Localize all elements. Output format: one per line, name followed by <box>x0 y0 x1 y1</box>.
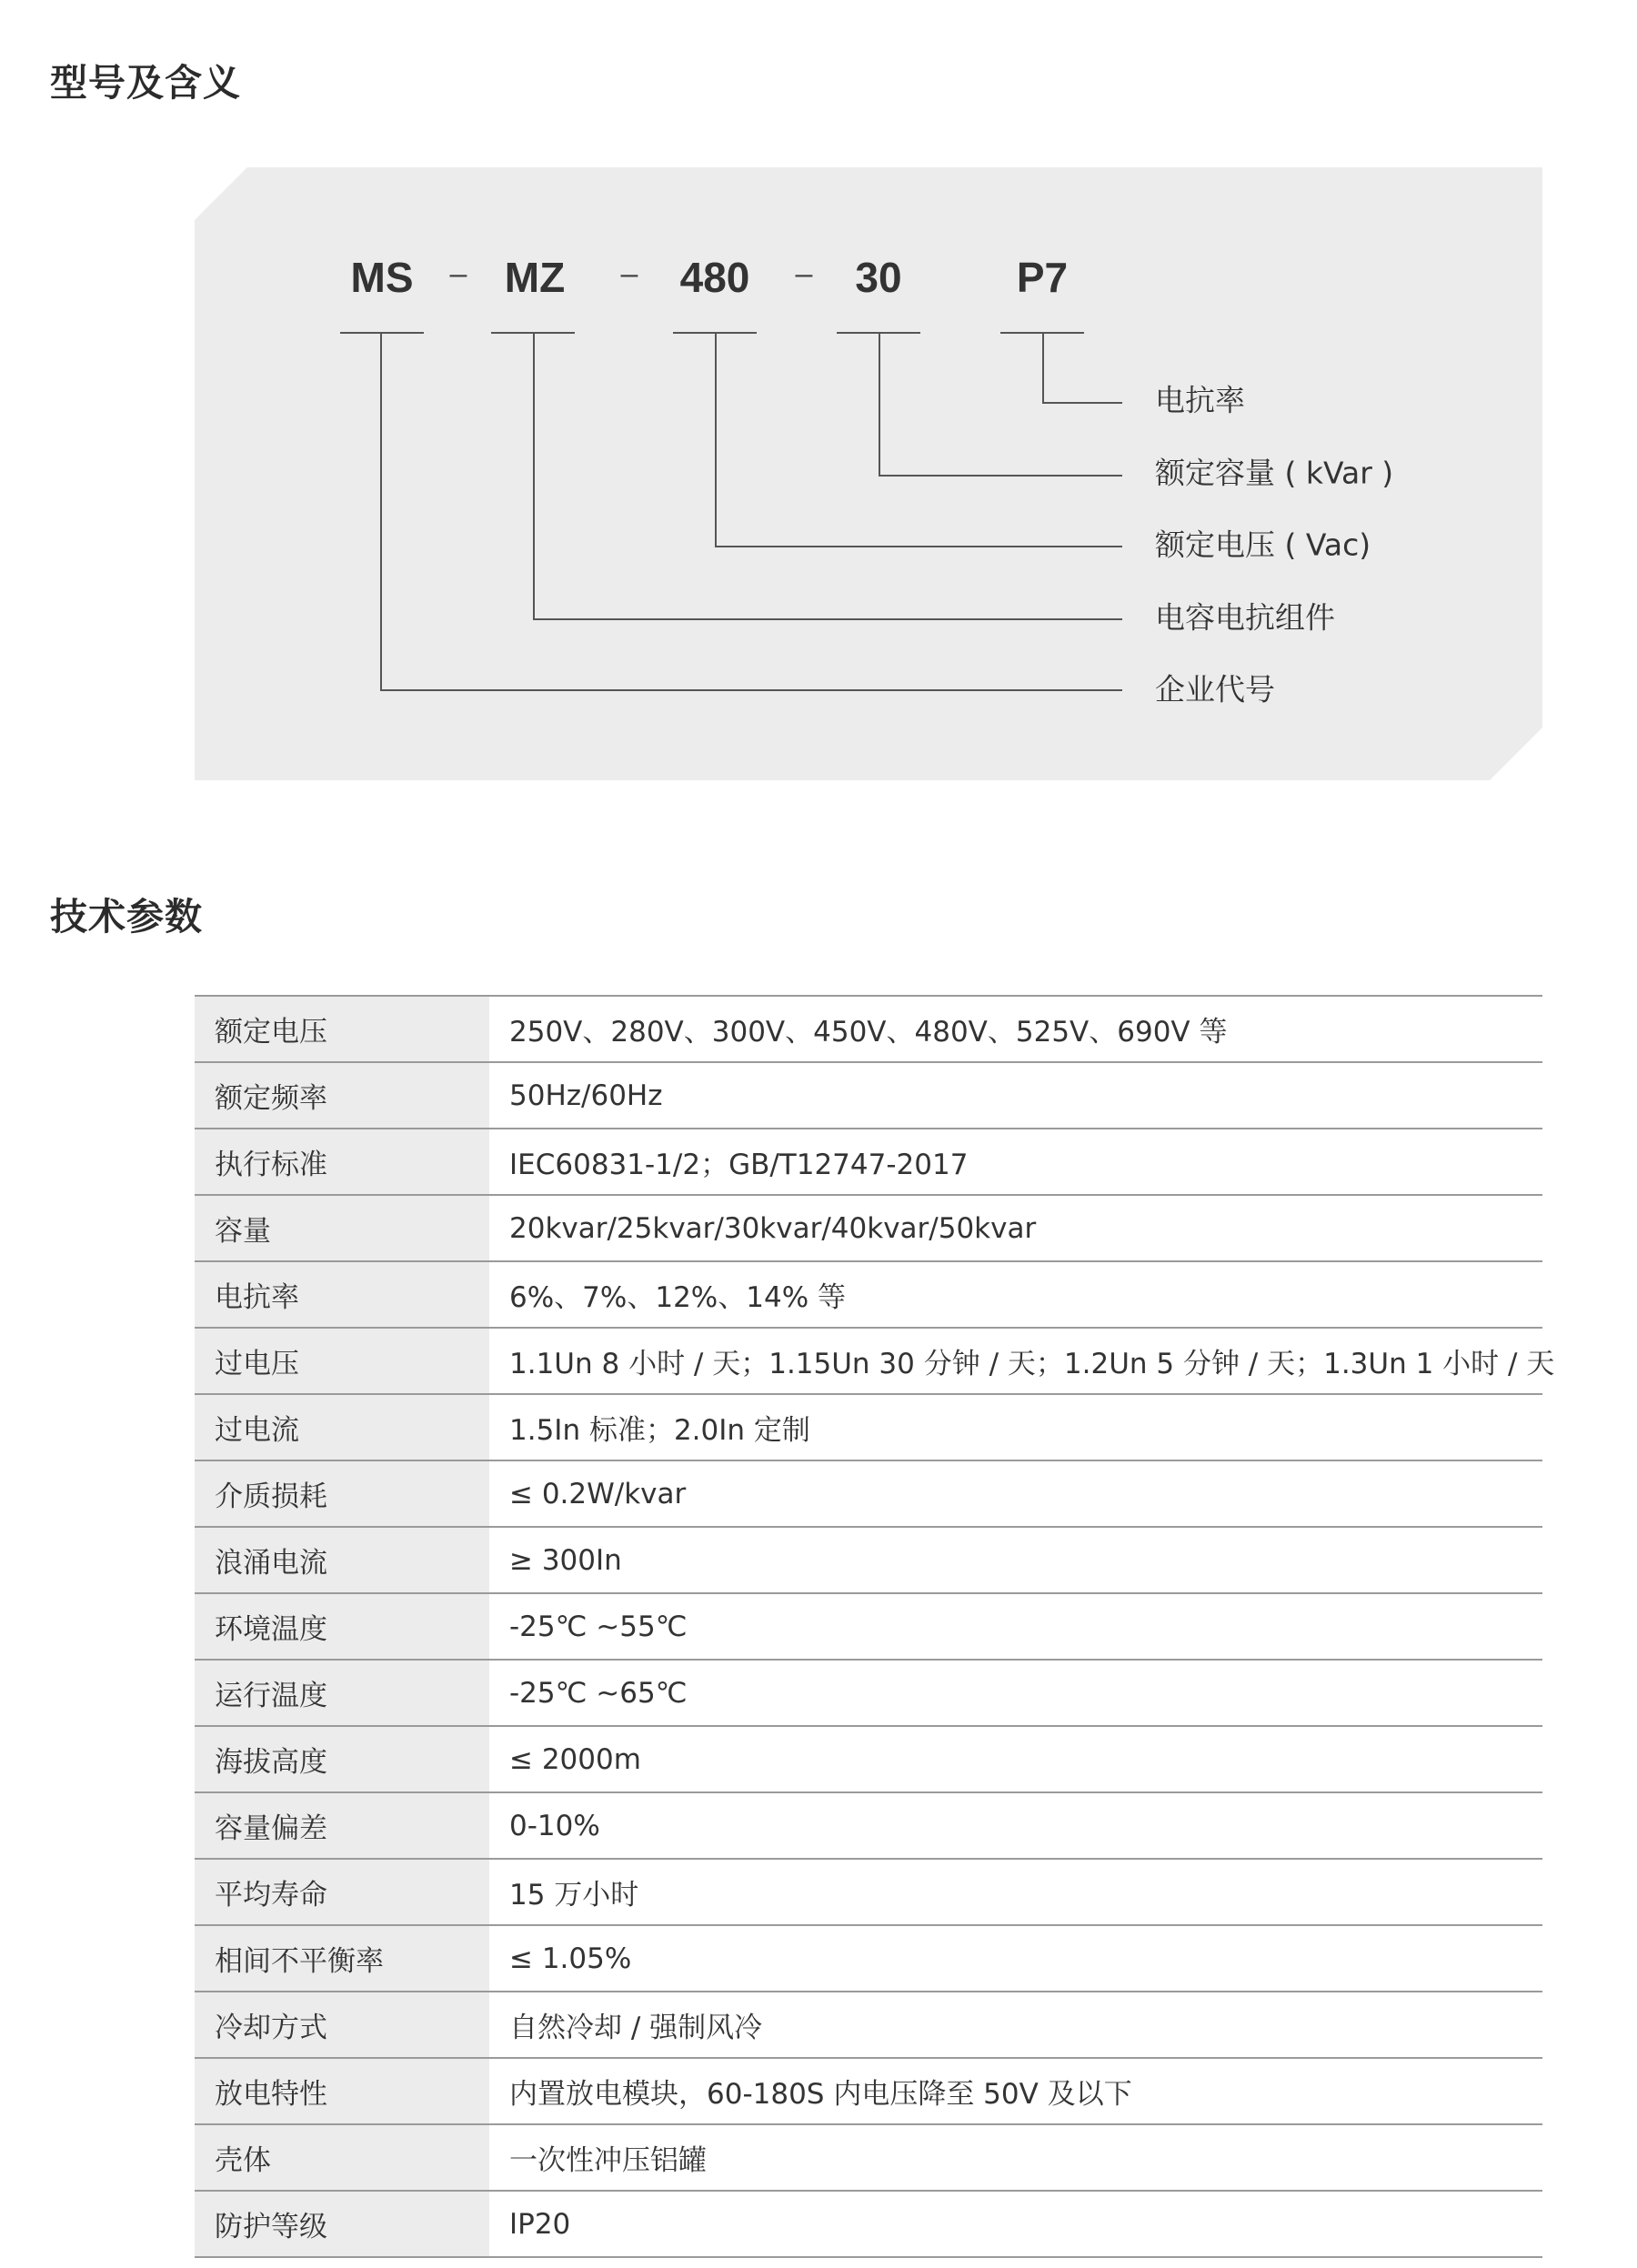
spec-name: 冷却方式 <box>195 1992 489 2058</box>
section-title-model: 型号及含义 <box>50 61 241 105</box>
code-label-rated-voltage: 额定电压 ( Vac) <box>1155 527 1371 563</box>
spec-name: 防护等级 <box>195 2191 489 2257</box>
spec-value: 6%、7%、12%、14% 等 <box>489 1261 1542 1328</box>
connector-line <box>380 333 382 691</box>
connector-line <box>1042 402 1122 404</box>
code-token-mz: MZ <box>504 254 566 301</box>
table-row <box>195 1992 1542 2058</box>
spec-value: ≤ 0.2W/kvar <box>489 1460 1542 1527</box>
code-token-reactance: P7 <box>1016 254 1069 301</box>
spec-name: 执行标准 <box>195 1129 489 1195</box>
code-label-rated-capacity: 额定容量 ( kVar ) <box>1155 455 1394 491</box>
code-label-company-code: 企业代号 <box>1155 671 1275 707</box>
table-row <box>195 1660 1542 1726</box>
code-separator: – <box>795 256 813 291</box>
table-row <box>195 1062 1542 1129</box>
table-row <box>195 1129 1542 1195</box>
spec-value: 一次性冲压铝罐 <box>489 2124 1542 2191</box>
table-row <box>195 1925 1542 1992</box>
table-row <box>195 2058 1542 2124</box>
spec-name: 运行温度 <box>195 1660 489 1726</box>
code-separator: – <box>620 256 638 291</box>
connector-line <box>879 475 1122 477</box>
spec-value: 自然冷却 / 强制风冷 <box>489 1992 1542 2058</box>
code-token-voltage: 480 <box>679 254 750 301</box>
code-label-reactance-rate: 电抗率 <box>1155 382 1245 418</box>
spec-value: 1.1Un 8 小时 / 天；1.15Un 30 分钟 / 天；1.2Un 5 分钟 / 天；1.3Un 1 小时 / 天 <box>489 1328 1542 1394</box>
code-token-capacity: 30 <box>855 254 902 301</box>
table-row <box>195 996 1542 1062</box>
table-row <box>195 1593 1542 1660</box>
table-row <box>195 1394 1542 1460</box>
connector-line <box>715 546 1122 547</box>
spec-value: ≥ 300In <box>489 1527 1542 1593</box>
spec-name: 额定电压 <box>195 996 489 1062</box>
connector-line <box>1042 333 1044 404</box>
spec-value: ≤ 1.05% <box>489 1925 1542 1992</box>
spec-table <box>195 995 1555 2258</box>
spec-value: -25℃ ~55℃ <box>489 1593 1542 1660</box>
spec-value: 0-10% <box>489 1792 1542 1859</box>
spec-name: 电抗率 <box>195 1261 489 1328</box>
spec-value: 1.5In 标准；2.0In 定制 <box>489 1394 1542 1460</box>
spec-value: 50Hz/60Hz <box>489 1062 1542 1129</box>
table-row <box>195 2124 1542 2191</box>
table-row <box>195 1726 1542 1792</box>
spec-value: IEC60831-1/2；GB/T12747-2017 <box>489 1129 1542 1195</box>
table-row <box>195 1792 1542 1859</box>
table-row <box>195 1460 1542 1527</box>
code-underline <box>340 332 424 334</box>
table-row <box>195 1328 1542 1394</box>
spec-value: -25℃ ~65℃ <box>489 1660 1542 1726</box>
connector-line <box>533 333 535 620</box>
connector-line <box>715 333 717 547</box>
code-label-component: 电容电抗组件 <box>1155 599 1335 636</box>
spec-name: 额定频率 <box>195 1062 489 1129</box>
code-token-ms: MS <box>350 254 414 301</box>
code-separator: – <box>449 256 467 291</box>
spec-value: IP20 <box>489 2191 1542 2257</box>
spec-name: 环境温度 <box>195 1593 489 1660</box>
table-row <box>195 1527 1542 1593</box>
spec-name: 放电特性 <box>195 2058 489 2124</box>
spec-name: 容量偏差 <box>195 1792 489 1859</box>
spec-value: ≤ 2000m <box>489 1726 1542 1792</box>
spec-name: 浪涌电流 <box>195 1527 489 1593</box>
connector-line <box>533 618 1122 620</box>
section-title-spec: 技术参数 <box>50 895 203 938</box>
connector-line <box>380 689 1122 691</box>
spec-value: 20kvar/25kvar/30kvar/40kvar/50kvar <box>489 1195 1542 1261</box>
table-row <box>195 1195 1542 1261</box>
spec-name: 介质损耗 <box>195 1460 489 1527</box>
spec-name: 海拔高度 <box>195 1726 489 1792</box>
spec-name: 过电流 <box>195 1394 489 1460</box>
table-row <box>195 2191 1542 2257</box>
spec-name: 壳体 <box>195 2124 489 2191</box>
table-row <box>195 1859 1542 1925</box>
spec-name: 平均寿命 <box>195 1859 489 1925</box>
spec-name: 相间不平衡率 <box>195 1925 489 1992</box>
spec-value: 内置放电模块，60-180S 内电压降至 50V 及以下 <box>489 2058 1542 2124</box>
connector-line <box>879 333 880 477</box>
spec-name: 过电压 <box>195 1328 489 1394</box>
table-row <box>195 1261 1542 1328</box>
spec-value: 15 万小时 <box>489 1859 1542 1925</box>
spec-value: 250V、280V、300V、450V、480V、525V、690V 等 <box>489 996 1542 1062</box>
spec-name: 容量 <box>195 1195 489 1261</box>
